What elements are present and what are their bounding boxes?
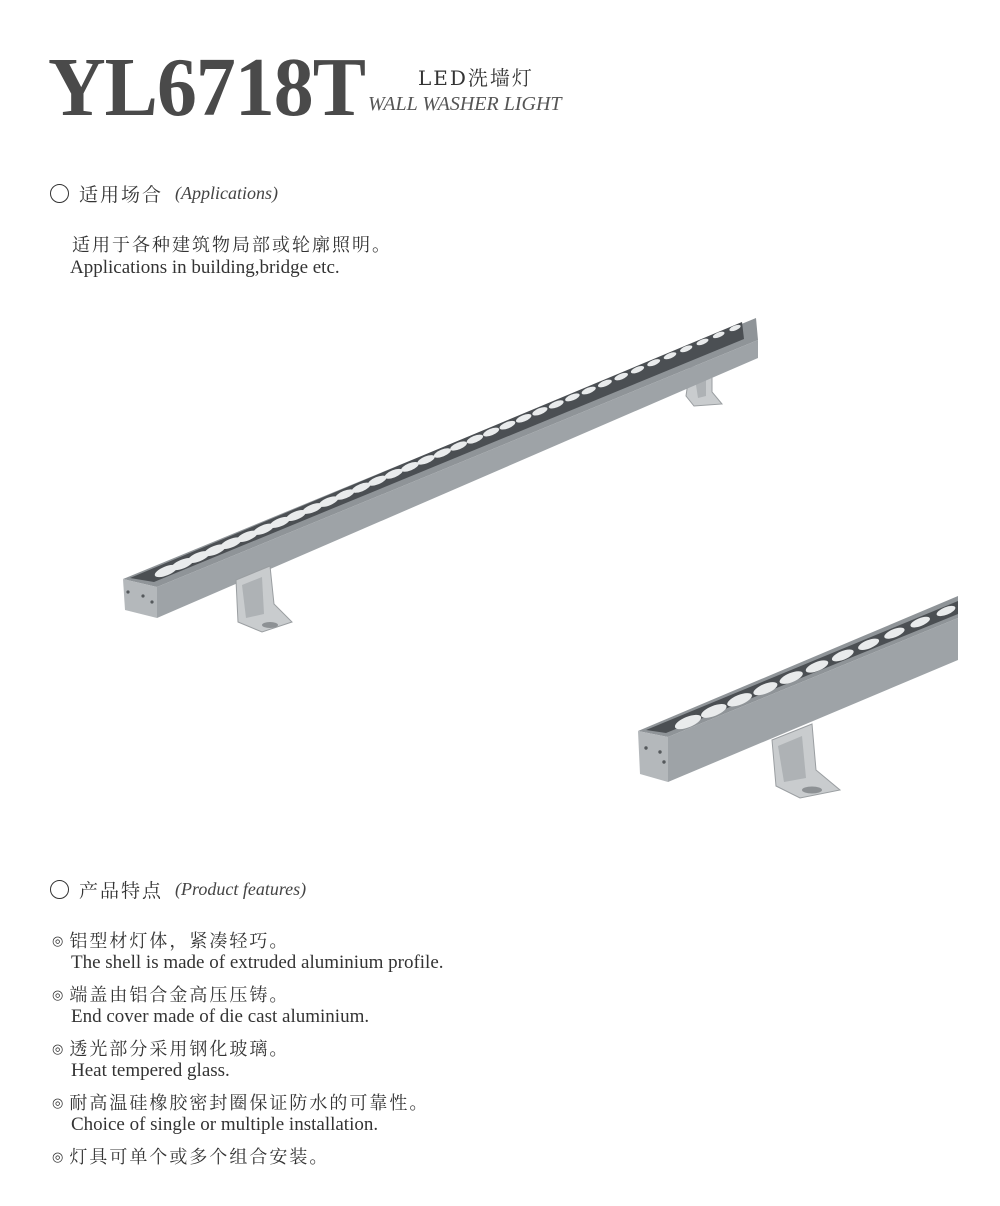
feature-item-4-cn: ◎ 耐高温硅橡胶密封圈保证防水的可靠性。 — [52, 1093, 430, 1114]
double-circle-bullet-icon: ◎ — [52, 988, 66, 1003]
applications-heading-cn: 适用场合 — [79, 184, 164, 206]
feature-item-2-en: End cover made of die cast aluminium. — [71, 1006, 370, 1027]
feature-item-1-cn: ◎ 铝型材灯体，紧凑轻巧。 — [52, 931, 290, 952]
mounting-bracket-short — [772, 724, 840, 798]
feature-item-3-cn: ◎ 透光部分采用钢化玻璃。 — [52, 1039, 290, 1060]
features-heading-en: (Product features) — [175, 879, 307, 899]
circle-bullet-icon — [50, 880, 69, 899]
applications-heading-en: (Applications) — [175, 183, 278, 203]
features-heading — [50, 876, 306, 903]
feature-item-5-cn: ◎ 灯具可单个或多个组合安装。 — [52, 1147, 330, 1168]
double-circle-bullet-icon: ◎ — [52, 1096, 66, 1111]
feature-item-1-en: The shell is made of extruded aluminium profile. — [71, 952, 444, 973]
feature-item-2-cn: ◎ 端盖由铝合金高压压铸。 — [52, 985, 290, 1006]
wall-washer-bar-long — [123, 318, 758, 618]
double-circle-bullet-icon: ◎ — [52, 1150, 66, 1165]
applications-text-en: Applications in building,bridge etc. — [70, 257, 340, 278]
product-type-en: WALL WASHER LIGHT — [368, 93, 562, 115]
double-circle-bullet-icon: ◎ — [52, 1042, 66, 1057]
model-number: YL6718T — [48, 41, 366, 134]
applications-text-cn: 适用于各种建筑物局部或轮廓照明。 — [72, 235, 392, 256]
double-circle-bullet-icon: ◎ — [52, 934, 66, 949]
product-type-cn: LED洗墙灯 — [418, 66, 534, 90]
feature-item-4-en: Choice of single or multiple installation. — [71, 1114, 379, 1135]
feature-item-3-en: Heat tempered glass. — [71, 1060, 230, 1081]
features-heading-cn: 产品特点 — [79, 880, 164, 902]
